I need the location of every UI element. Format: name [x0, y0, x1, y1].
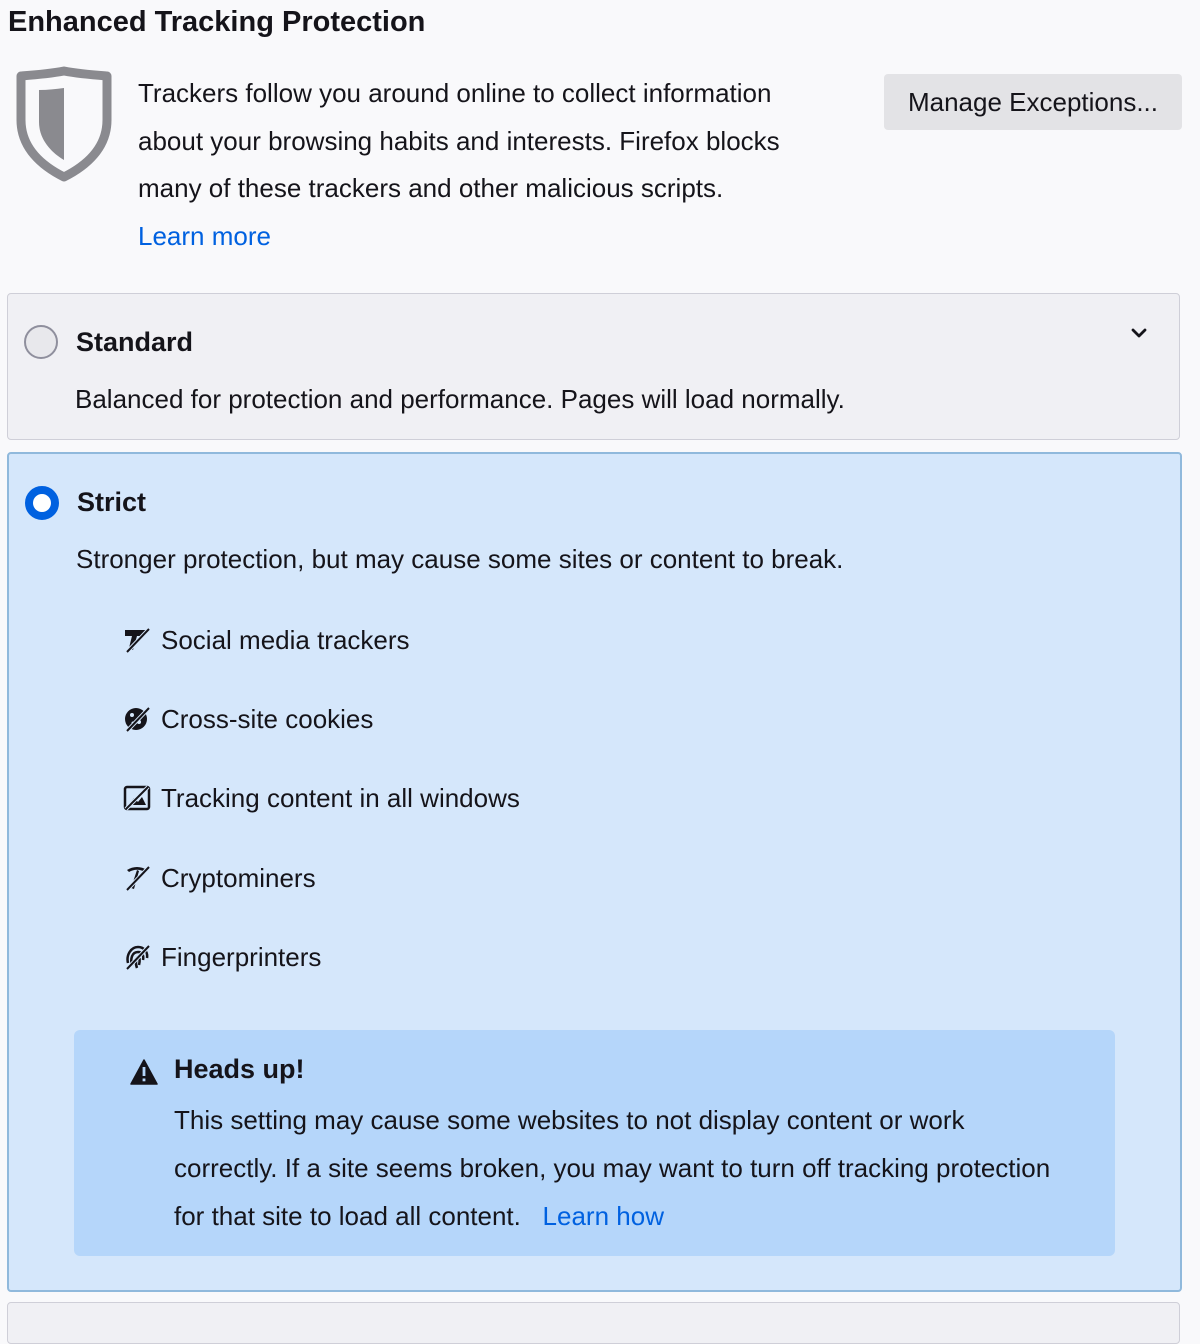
strict-label: Strict — [77, 487, 147, 517]
strict-radio[interactable] — [25, 486, 59, 520]
heads-up-notice — [74, 1030, 1115, 1256]
page-title: Enhanced Tracking Protection — [8, 6, 426, 38]
learn-more-link[interactable]: Learn more — [138, 220, 271, 251]
warning-icon — [130, 1059, 158, 1085]
shield-icon — [14, 66, 114, 182]
tracker-label: Cryptominers — [161, 862, 316, 893]
learn-how-link[interactable]: Learn how — [542, 1201, 664, 1231]
manage-exceptions-button[interactable]: Manage Exceptions... — [884, 74, 1182, 130]
standard-option-card[interactable] — [7, 293, 1180, 440]
tracker-item-fingerprinters — [123, 937, 321, 977]
tracker-label: Cross-site cookies — [161, 703, 374, 734]
tracker-item-cookies — [123, 699, 373, 739]
tracker-label: Fingerprinters — [161, 941, 322, 972]
fingerprinter-icon — [123, 943, 151, 971]
cryptominer-icon — [123, 864, 151, 892]
strict-description: Stronger protection, but may cause some sites or content to break. — [76, 544, 844, 574]
standard-radio[interactable] — [24, 325, 58, 359]
heads-up-body — [174, 1096, 1074, 1240]
tracking-content-icon — [123, 784, 151, 812]
custom-option-card[interactable] — [7, 1302, 1180, 1344]
intro-text: Trackers follow you around online to collect information about your browsing habits and interests. Firefox blocks many of these trackers and other malicious scripts. — [138, 78, 780, 203]
tracker-item-social — [123, 620, 410, 660]
standard-label: Standard — [76, 327, 194, 357]
heads-up-title: Heads up! — [174, 1054, 305, 1084]
tracker-label: Social media trackers — [161, 624, 410, 655]
tracker-label: Tracking content in all windows — [161, 782, 520, 813]
chevron-down-icon[interactable] — [1130, 326, 1148, 340]
social-tracker-icon — [123, 626, 151, 654]
intro-block — [138, 70, 838, 260]
cookie-icon — [123, 705, 151, 733]
standard-description: Balanced for protection and performance. Pages will load normally. — [75, 384, 845, 414]
strict-option-card[interactable] — [7, 452, 1182, 1292]
heads-up-text: This setting may cause some websites to not display content or work correctly. If a site seems broken, you may want to turn off tracking protection for that site to load all content. — [174, 1105, 1051, 1231]
tracker-item-tracking-content — [123, 778, 520, 818]
tracker-item-cryptominers — [123, 858, 316, 898]
